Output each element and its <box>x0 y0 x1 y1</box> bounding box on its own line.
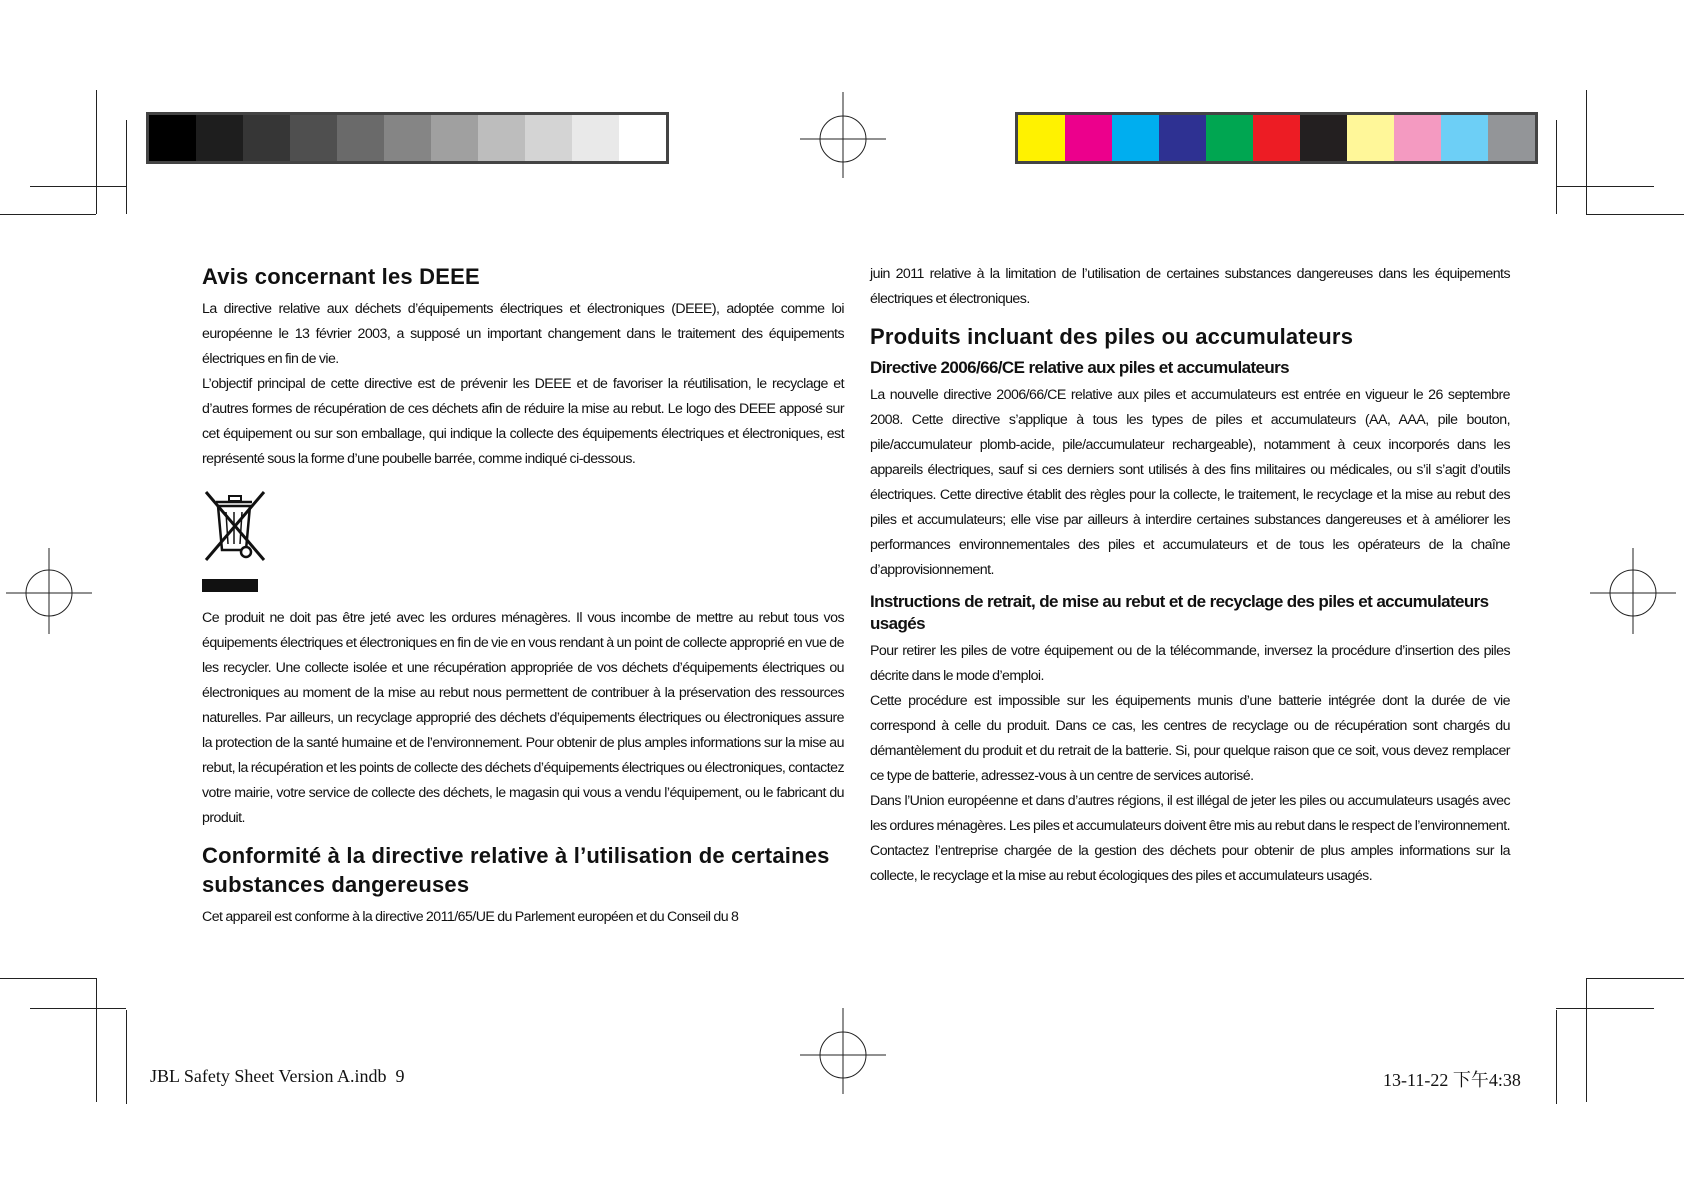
color-swatch <box>290 115 337 161</box>
color-swatch <box>196 115 243 161</box>
color-swatch <box>1065 115 1112 161</box>
color-swatch <box>337 115 384 161</box>
color-swatch <box>1159 115 1206 161</box>
battery-directive-paragraph: La nouvelle directive 2006/66/CE relative aux piles et accumulateurs est entrée en vigueur le 26 septembre 2008. Cette directive s’applique à tous les types de piles et accumulateurs (AA, AAA, pile bouton, pile/accumulateur plomb-acide, pile/accumulateur rechargeable), notamment à ceux incorporés dans les appareils électriques, sauf si ces derniers sont utilisés à des fins militaires ou médicales, ou s’il s’agit d’outils électriques. Cette directive établit des règles pour la collecte, le traitement, le recyclage et la mise au rebut des piles et accumulateurs; elle vise par ailleurs à interdire certaines substances dangereuses et à améliorer les performances environnementales des piles et accumulateurs et de tous les opérateurs de la chaîne d’approvisionnement. <box>870 387 1510 578</box>
color-swatch <box>1206 115 1253 161</box>
color-swatch <box>1441 115 1488 161</box>
registration-mark-left-icon <box>6 548 92 634</box>
crossed-out-wheelie-bin-icon <box>202 488 268 562</box>
color-swatch <box>1488 115 1535 161</box>
color-swatch <box>1253 115 1300 161</box>
color-swatch <box>1347 115 1394 161</box>
weee-paragraph-2: L’objectif principal de cette directive est de prévenir les DEEE et de favoriser la réutilisation, le recyclage et d’autres formes de récupération de ces déchets afin de réduire la mise au rebut. Le logo des DEEE apposé sur cet équipement ou sur son emballage, qui indique la collecte des équipements électriques et électroniques, est représenté sous la forme d’une poubelle barrée, comme indiqué ci-dessous. <box>202 376 844 467</box>
battery-instructions-paragraph-2: Cette procédure est impossible sur les équipements munis d’une batterie intégrée dont la durée de vie correspond à celle du produit. Dans ce cas, les centres de recyclage ou de récupération sont chargés du démantèlement du produit et du retrait de la batterie. Si, pour quelque raison que ce soit, vous devez remplacer ce type de batterie, adressez-vous à un centre de services autorisé. <box>870 693 1510 784</box>
battery-heading: Produits incluant des piles ou accumulateurs <box>870 324 1354 349</box>
weee-paragraph-3: Ce produit ne doit pas être jeté avec les ordures ménagères. Il vous incombe de mettre au rebut tous vos équipements électriques et électroniques en fin de vie en vous rendant à un point de collecte approprié en vue de les recycler. Une collecte isolée et une récupération appropriée de vos déchets d’équipements électriques ou électroniques au moment de la mise au rebut nous permettent de contribuer à la préservation des ressources naturelles. Par ailleurs, un recyclage approprié des déchets d’équipements électriques ou électroniques assure la protection de la santé humaine et de l’environnement. Pour obtenir de plus amples informations sur la mise au rebut, la récupération et les points de collecte des déchets d’équipements électriques ou électroniques, contactez votre mairie, votre service de collecte des déchets, le magasin qui vous a vendu l’équipement, ou le fabricant du produit. <box>202 610 844 826</box>
right-column <box>870 262 1510 889</box>
registration-mark-top-icon <box>800 92 886 178</box>
battery-instructions-paragraph-3: Dans l’Union européenne et dans d’autres régions, il est illégal de jeter les piles ou accumulateurs usagés avec les ordures ménagères. Les piles et accumulateurs doivent être mis au rebut dans le respect de l’environnement. Contactez l’entreprise chargée de la gestion des déchets pour obtenir de plus amples informations sur la collecte, le recyclage et la mise au rebut écologiques des piles et accumulateurs usagés. <box>870 793 1510 884</box>
registration-mark-bottom-icon <box>800 1008 886 1094</box>
weee-paragraph-1: La directive relative aux déchets d’équipements électriques et électroniques (DEEE), adoptée comme loi européenne le 13 février 2003, a supposé un important changement dans le traitement des équipements électriques en fin de vie. <box>202 301 844 367</box>
rohs-heading: Conformité à la directive relative à l’utilisation de certaines substances dangereuses <box>202 843 830 897</box>
color-swatch <box>149 115 196 161</box>
footer-page-number: 9 <box>395 1066 405 1086</box>
left-column <box>202 262 844 930</box>
color-swatch <box>1018 115 1065 161</box>
color-swatch <box>525 115 572 161</box>
color-swatch <box>384 115 431 161</box>
color-swatch <box>431 115 478 161</box>
battery-directive-subheading: Directive 2006/66/CE relative aux piles et accumulateurs <box>870 358 1290 377</box>
weee-heading: Avis concernant les DEEE <box>202 264 480 289</box>
color-swatch <box>1394 115 1441 161</box>
battery-instructions-subheading: Instructions de retrait, de mise au rebut et de recyclage des piles et accumulateurs usagés <box>870 592 1489 633</box>
battery-instructions-paragraph-1: Pour retirer les piles de votre équipement ou de la télécommande, inversez la procédure d’insertion des piles décrite dans le mode d’emploi. <box>870 643 1510 684</box>
color-swatch <box>243 115 290 161</box>
footer-timestamp: 13-11-22 下午4:38 <box>1383 1070 1521 1090</box>
weee-symbol-bar <box>202 579 258 592</box>
weee-symbol <box>202 488 268 592</box>
rohs-paragraph: Cet appareil est conforme à la directive 2011/65/UE du Parlement européen et du Conseil du 8 <box>202 909 739 925</box>
process-color-bar <box>1015 112 1538 164</box>
grayscale-color-bar <box>146 112 669 164</box>
footer-file-info <box>150 1066 405 1087</box>
color-swatch <box>1112 115 1159 161</box>
color-swatch <box>619 115 666 161</box>
footer-file-name: JBL Safety Sheet Version A.indb <box>150 1066 387 1086</box>
color-swatch <box>478 115 525 161</box>
registration-mark-right-icon <box>1590 548 1676 634</box>
color-swatch <box>572 115 619 161</box>
color-swatch <box>1300 115 1347 161</box>
rohs-paragraph-continued: juin 2011 relative à la limitation de l’utilisation de certaines substances dangereuses dans les équipements électriques et électroniques. <box>870 266 1510 307</box>
